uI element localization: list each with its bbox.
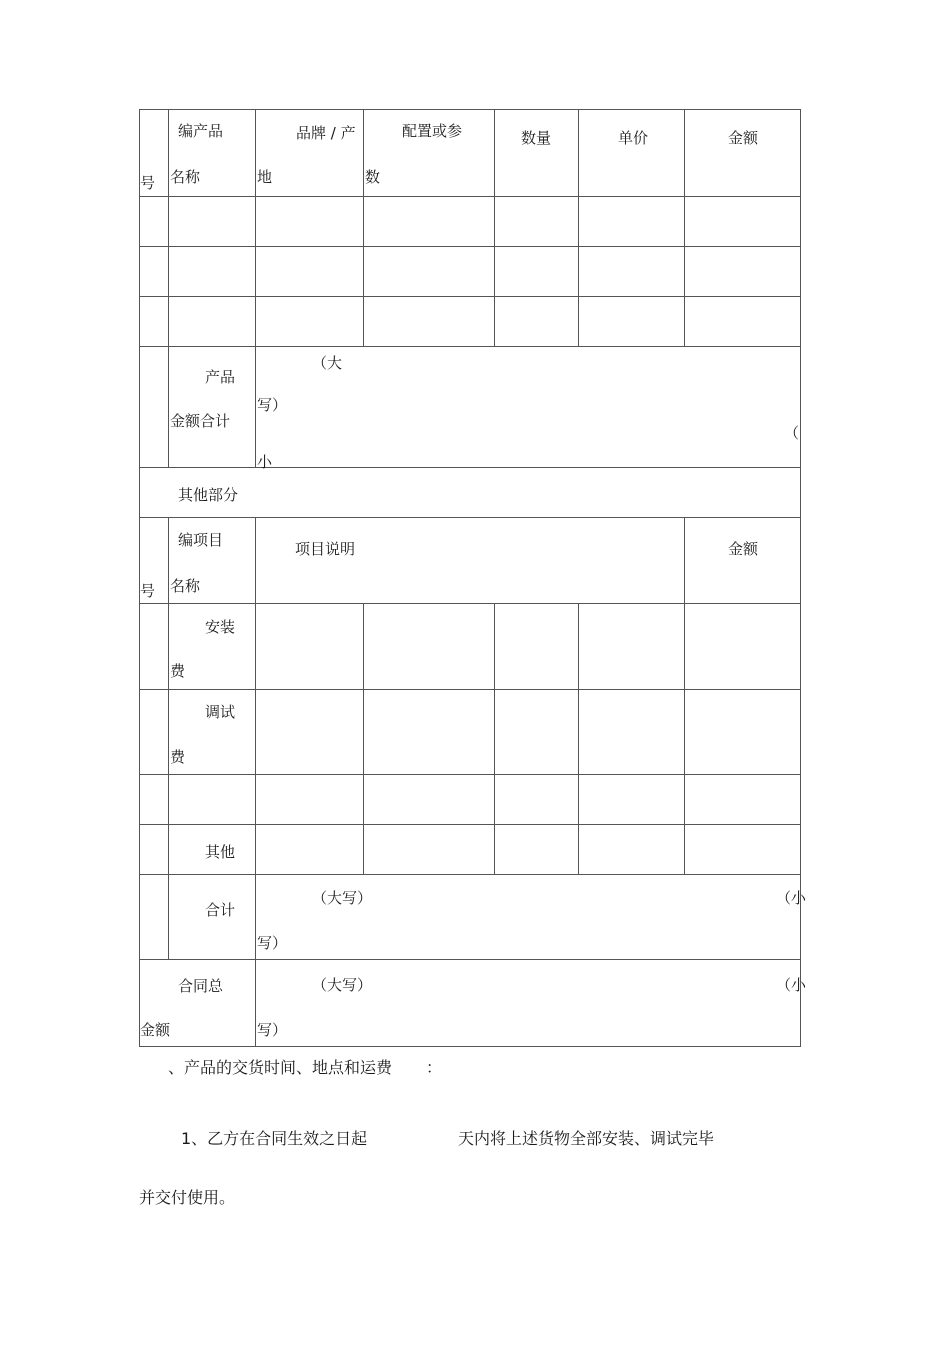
item1-text-line2: 并交付使用。 <box>139 1188 236 1207</box>
item-header-no: 号 <box>140 582 156 600</box>
install-fee-label-bottom: 费 <box>170 662 186 680</box>
rule-h <box>139 603 801 604</box>
product-total-xiaoxie-paren: （ <box>784 424 800 442</box>
rule-h <box>139 517 801 518</box>
product-total-label-top: 产品 <box>205 368 236 386</box>
rule-h <box>139 824 801 825</box>
header-amount: 金额 <box>728 129 759 147</box>
rule-h <box>139 874 801 875</box>
contract-total-label-bottom: 金额 <box>140 1021 171 1039</box>
item-header-description: 项目说明 <box>295 540 356 558</box>
product-total-xiaoxie-char: 小 <box>257 453 273 471</box>
debug-fee-label-bottom: 费 <box>170 748 186 766</box>
rule-h <box>139 246 801 247</box>
rule-v <box>168 517 169 960</box>
item1-text-part1: 1、乙方在合同生效之日起 <box>181 1129 368 1148</box>
install-fee-label-top: 安装 <box>205 618 236 636</box>
contract-total-xiao: （小 <box>776 976 807 994</box>
product-total-daxie-close: 写） <box>257 396 288 414</box>
rule-h-bottom <box>139 1046 801 1047</box>
rule-h <box>139 467 801 468</box>
header-name-top: 编产品 <box>178 122 224 140</box>
rule-v <box>684 517 685 875</box>
rule-h <box>139 959 801 960</box>
subtotal-xie: 写） <box>257 934 288 952</box>
debug-fee-label-top: 调试 <box>205 703 236 721</box>
rule-v <box>494 603 495 875</box>
subtotal-xiao: （小 <box>776 889 807 907</box>
product-total-daxie-open: （大 <box>312 354 343 372</box>
header-config-top: 配置或参 <box>402 122 463 140</box>
contract-total-daxie: （大写） <box>312 976 373 994</box>
rule-v <box>168 109 169 468</box>
item1-text-part2: 天内将上述货物全部安装、调试完毕 <box>458 1129 715 1148</box>
header-no: 号 <box>140 174 156 192</box>
item-header-amount: 金额 <box>728 540 759 558</box>
rule-h <box>139 774 801 775</box>
header-quantity: 数量 <box>521 129 552 147</box>
header-config-bottom: 数 <box>365 168 381 186</box>
rule-v <box>494 109 495 347</box>
contract-total-xie: 写） <box>257 1021 288 1039</box>
contract-total-label-top: 合同总 <box>178 977 224 995</box>
header-brand-bottom: 地 <box>257 168 273 186</box>
rule-v <box>578 109 579 347</box>
rule-v-left <box>139 109 140 1047</box>
section-heading-colon: ： <box>426 1058 443 1077</box>
item-header-name-bottom: 名称 <box>170 577 201 595</box>
rule-v <box>363 109 364 347</box>
rule-h <box>139 346 801 347</box>
rule-h-top <box>139 109 801 110</box>
product-total-label-bottom: 金额合计 <box>170 412 231 430</box>
rule-v <box>684 109 685 347</box>
header-unit-price: 单价 <box>618 129 649 147</box>
rule-h <box>139 296 801 297</box>
other-section-title: 其他部分 <box>178 486 239 504</box>
other-fee-label: 其他 <box>205 843 236 861</box>
subtotal-daxie: （大写） <box>312 889 373 907</box>
rule-v <box>255 109 256 468</box>
rule-v <box>363 603 364 875</box>
section-heading: 、产品的交货时间、地点和运费 <box>168 1058 393 1077</box>
item-header-name-top: 编项目 <box>178 531 224 549</box>
rule-h <box>139 689 801 690</box>
header-brand-top: 品牌 / 产 <box>296 124 356 142</box>
rule-v <box>255 517 256 1047</box>
subtotal-label: 合计 <box>205 901 236 919</box>
header-name-bottom: 名称 <box>170 168 201 186</box>
rule-v <box>578 603 579 875</box>
rule-h <box>139 196 801 197</box>
